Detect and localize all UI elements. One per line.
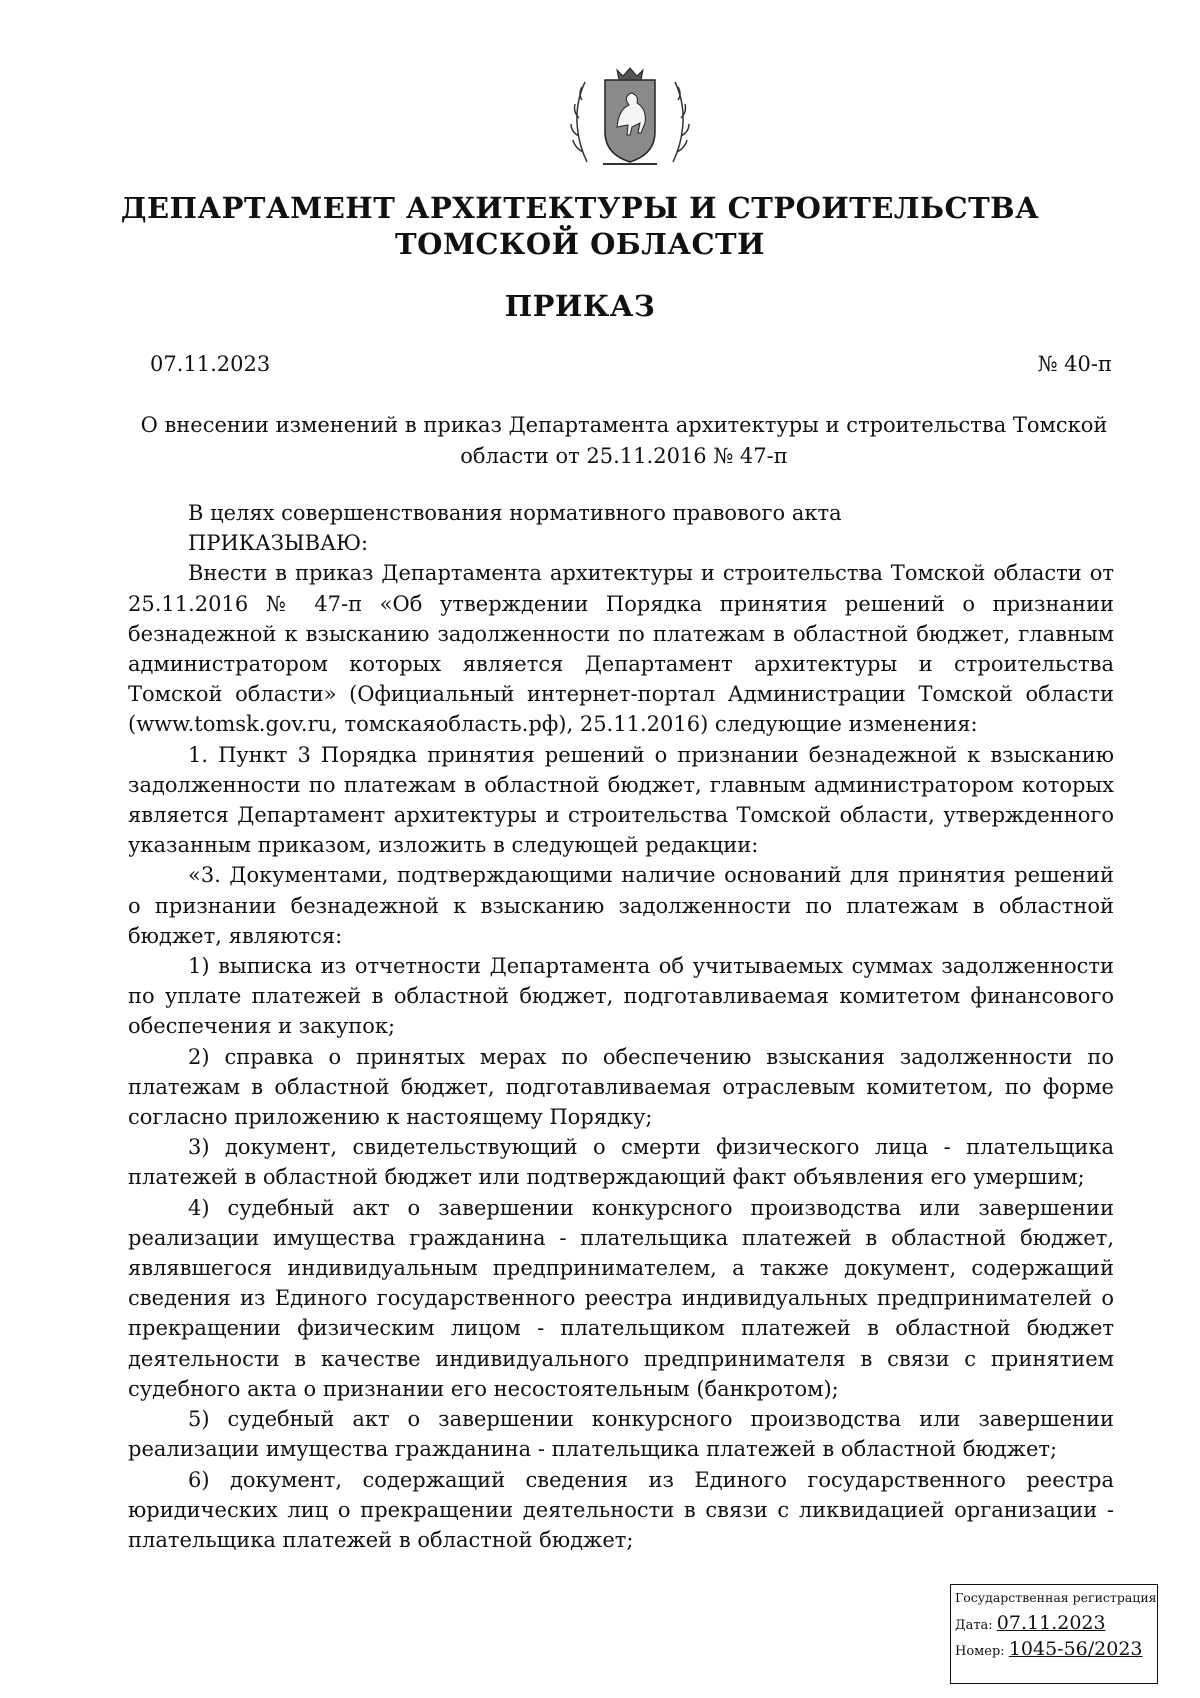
organization-name-line1: ДЕПАРТАМЕНТ АРХИТЕКТУРЫ И СТРОИТЕЛЬСТВА [120,191,1040,225]
document-date: 07.11.2023 [150,352,271,376]
stamp-number-value: 1045-56/2023 [1008,1638,1143,1660]
body-paragraph: ПРИКАЗЫВАЮ: [188,531,369,556]
document-type-title: ПРИКАЗ [504,289,656,323]
body-paragraph: 6) документ, содержащий сведения из Единого государственного реестра юридических лиц о прекращении деятельности в связи с ликвидацией организации - плательщика платежей в областной бюджет; [128,1467,1114,1552]
body-paragraph: 5) судебный акт о завершении конкурсного производства или завершении реализации имущества гражданина - плательщика платежей в областной бюджет; [128,1407,1114,1462]
document-subject: О внесении изменений в приказ Департамента архитектуры и строительства Томской области от 25.11.2016 № 47-п [140,413,1108,468]
body-paragraph: 1. Пункт 3 Порядка принятия решений о признании безнадежной к взысканию задолженности по платежам в областной бюджет, главным администратором которых является Департамент архитектуры и строительства Томской области, утвержденного указанным приказом, изложить в следующей редакции: [128,742,1114,858]
body-paragraph: 4) судебный акт о завершении конкурсного производства или завершении реализации имущества гражданина - плательщика платежей в областной бюджет, являвшегося индивидуальным предпринимателем, а также документ, содержащий сведения из Единого государственного реестра индивидуальных предпринимателей о прекращении физическим лицом - плательщиком платежей в областной бюджет деятельности в качестве индивидуального предпринимателя в связи с принятием судебного акта о признании его несостоятельным (банкротом); [128,1195,1114,1401]
stamp-date-row [955,1610,1153,1636]
stamp-title: Государственная регистрация [955,1590,1157,1605]
stamp-date-value: 07.11.2023 [996,1612,1106,1634]
body-paragraph: 2) справка о принятых мерах по обеспечению взыскания задолженности по платежам в областной бюджет, подготавливаемая отраслевым комитетом, по форме согласно приложению к настоящему Порядку; [128,1044,1114,1130]
coat-of-arms-emblem [565,52,695,174]
document-body [128,498,1114,1555]
body-paragraph: Внести в приказ Департамента архитектуры и строительства Томской области от 25.11.2016 № 47-п «Об утверждении Порядка принятия решений о признании безнадежной к взысканию задолженности по платежам в областной бюджет, главным администратором которых является Департамент архитектуры и строительства Томской области» (Официальный интернет-портал Администрации Томской области (www.tomsk.gov.ru, томскаяобласть.рф), 25.11.2016) следующие изменения: [128,561,1114,737]
stamp-number-row [955,1636,1153,1662]
organization-name-line2: ТОМСКОЙ ОБЛАСТИ [394,227,766,261]
registration-stamp [950,1584,1158,1684]
body-paragraph: «3. Документами, подтверждающими наличие оснований для принятия решений о признании безнадежной к взысканию задолженности по платежам в областной бюджет, являются: [128,863,1114,948]
body-paragraph: 3) документ, свидетельствующий о смерти физического лица - плательщика платежей в областной бюджет или подтверждающий факт объявления его умершим; [128,1135,1114,1190]
body-paragraph: 1) выписка из отчетности Департамента об учитываемых суммах задолженности по уплате платежей в областной бюджет, подготавливаемая комитетом финансового обеспечения и закупок; [128,954,1114,1039]
document-number: № 40-п [1037,352,1112,376]
stamp-number-label: Номер: [955,1644,1005,1659]
stamp-date-label: Дата: [955,1618,993,1633]
body-paragraph: В целях совершенствования нормативного правового акта [188,501,842,525]
